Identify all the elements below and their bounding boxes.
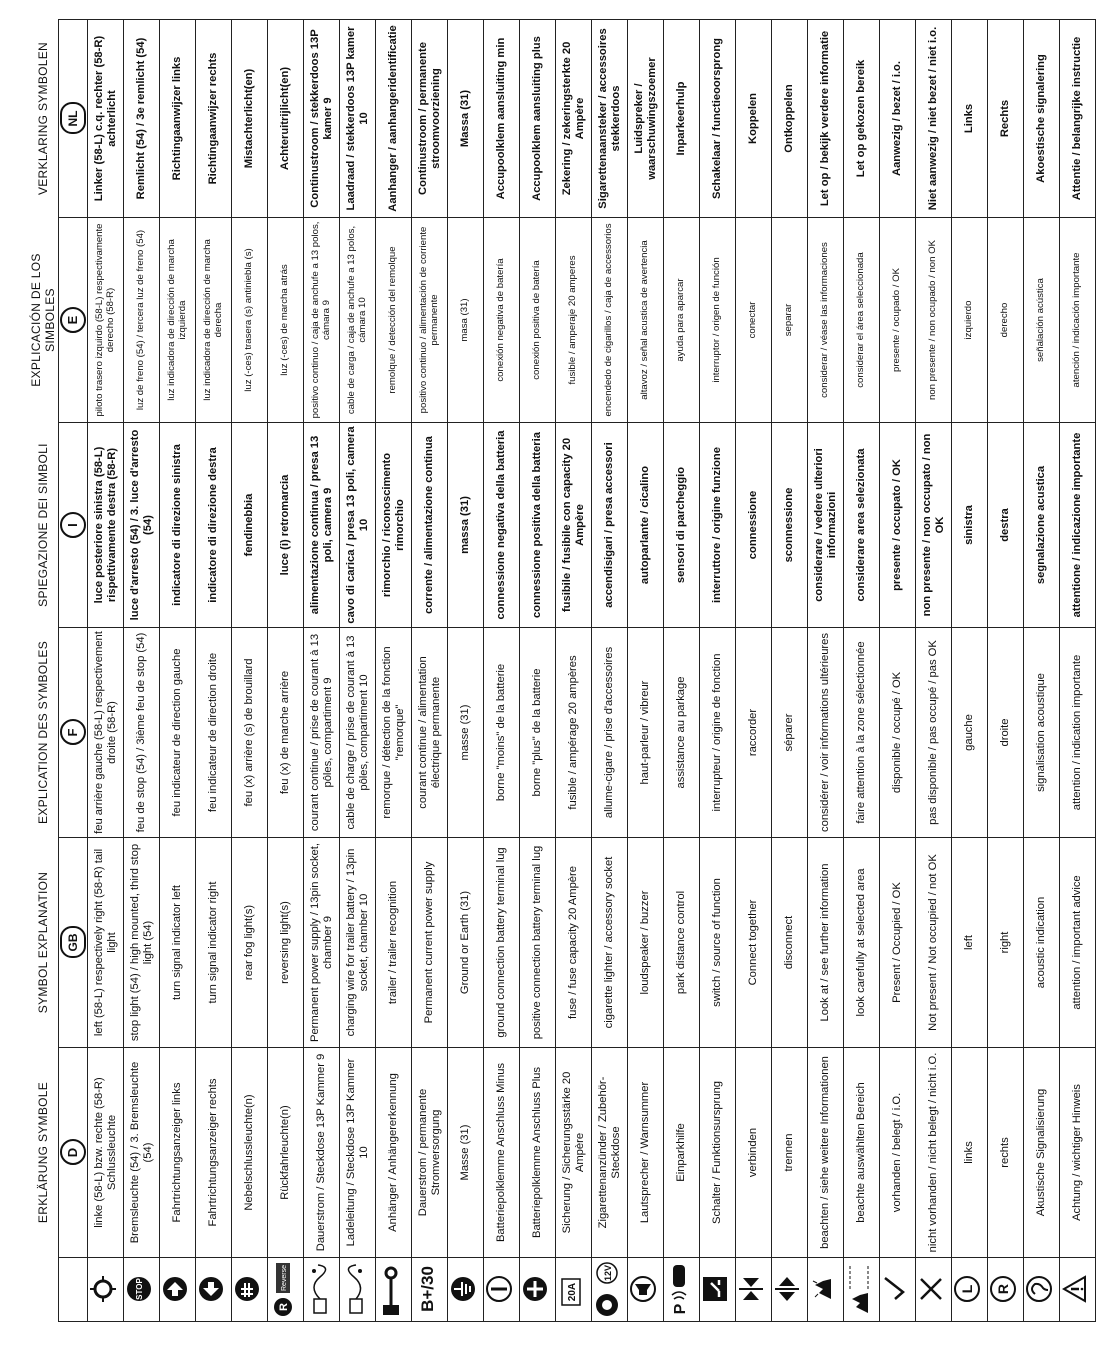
cell-nl: Linker (58-L) c.q. rechter (58-R) achterlicht xyxy=(88,20,124,218)
cell-f: courant continue / prise de courant à 13 pôles, compartiment 9 xyxy=(304,628,340,838)
table-row xyxy=(844,20,880,1322)
trailer-recognition-icon xyxy=(378,1262,409,1318)
cell-e: luz indicadora de dirección de marcha izquierda xyxy=(160,218,196,423)
cell-f: borne "plus" de la batterie xyxy=(520,628,556,838)
cell-gb: left (58-L) respectively right (58-R) tail light xyxy=(88,838,124,1048)
cell-gb: turn signal indicator left xyxy=(160,838,196,1048)
symbol-cell xyxy=(916,1258,952,1322)
cell-d: Zigarettenanzünder / Zubehör-Steckdose xyxy=(592,1048,628,1258)
symbol-cell xyxy=(844,1258,880,1322)
country-badge-gb: GB xyxy=(60,927,86,959)
cell-nl: Accupoolklem aansluiting plus xyxy=(520,20,556,218)
cell-f: borne "moins" de la batterie xyxy=(484,628,520,838)
table-row xyxy=(304,20,340,1322)
symbol-cell xyxy=(880,1258,916,1322)
left-icon xyxy=(953,1276,986,1304)
cell-d: Ladeleitung / Steckdose 13P Kammer 10 xyxy=(340,1048,376,1258)
cell-e: izquierdo xyxy=(952,218,988,423)
svg-text:R: R xyxy=(278,1303,290,1312)
cigarette-lighter-icon xyxy=(594,1262,625,1318)
cell-f: interrupteur / origine de fonction xyxy=(700,628,736,838)
cell-f: allume-cigare / prise d'accessoires xyxy=(592,628,628,838)
symbol-cell xyxy=(124,1258,160,1322)
cell-gb: stop light (54) / high mounted, third stop light (54) xyxy=(124,838,160,1048)
cell-i: sensori di parcheggio xyxy=(664,423,700,628)
charging-wire-socket-icon xyxy=(342,1262,373,1318)
cell-nl: Continustroom / stekkerdoos 13P kamer 9 xyxy=(304,20,340,218)
cell-e: non presente / non ocupado / non OK xyxy=(916,218,952,423)
cell-f: raccorder xyxy=(736,628,772,838)
country-badge-f: F xyxy=(60,720,86,746)
cell-nl: Niet aanwezig / niet bezet / niet i.o. xyxy=(916,20,952,218)
cell-gb: right xyxy=(988,838,1024,1048)
cell-gb: left xyxy=(952,838,988,1048)
cell-d: Anhänger / Anhängererkennung xyxy=(376,1048,412,1258)
cell-d: Achtung / wichtiger Hinweis xyxy=(1060,1048,1096,1258)
badge-cell-gb xyxy=(59,838,88,1048)
legend-body xyxy=(88,20,1096,1322)
header-d: ERKLÄRUNG SYMBOLE xyxy=(36,1081,50,1224)
cell-nl: Sigarettenaansteker / accessoires stekkerdoos xyxy=(592,20,628,218)
cell-e: piloto trasero izquirdo (58-L) respectivamente derecho (58-R) xyxy=(88,218,124,423)
cell-nl: Let op gekozen bereik xyxy=(844,20,880,218)
cell-e: considerar / véase las informaciones xyxy=(808,218,844,423)
symbol-cell xyxy=(808,1258,844,1322)
cell-f: assistance au parkage xyxy=(664,628,700,838)
cell-i: interruttore / origine funzione xyxy=(700,423,736,628)
symbol-cell xyxy=(304,1258,340,1322)
svg-text:P: P xyxy=(672,1304,689,1315)
header-symbol xyxy=(28,1258,59,1322)
cell-i: massa (31) xyxy=(448,423,484,628)
symbol-cell xyxy=(556,1258,592,1322)
park-assist-icon xyxy=(666,1262,697,1318)
cell-gb: reversing light(s) xyxy=(268,838,304,1048)
cell-f: cable de charge / prise de courant à 13 pôles, compartiment 10 xyxy=(340,628,376,838)
cell-nl: Continustroom / permanente stroomvoorziening xyxy=(412,20,448,218)
table-row xyxy=(268,20,304,1322)
symbol-cell xyxy=(376,1258,412,1322)
connect-icon xyxy=(737,1276,770,1304)
cell-d: Batteriepolklemme Anschluss Plus xyxy=(520,1048,556,1258)
cell-gb: fuse / fuse capacity 20 Ampère xyxy=(556,838,592,1048)
symbol-cell xyxy=(412,1258,448,1322)
symbol-cell xyxy=(340,1258,376,1322)
symbol-cell xyxy=(952,1258,988,1322)
symbol-cell xyxy=(88,1258,124,1322)
cell-nl: Luidspreker / waarschuwingszoemer xyxy=(628,20,664,218)
header-gb: SYMBOL EXPLANATION xyxy=(36,871,50,1014)
table-row xyxy=(160,20,196,1322)
symbol-cell xyxy=(268,1258,304,1322)
cell-gb: look carefully at selected area xyxy=(844,838,880,1048)
cell-e: encendedo de cigarillos / caja de accessorios xyxy=(592,218,628,423)
cell-e: derecho xyxy=(988,218,1024,423)
symbol-legend-table xyxy=(28,19,1096,1322)
cell-i: connessione positiva della batteria xyxy=(520,423,556,628)
svg-text:B+/30: B+/30 xyxy=(418,1266,437,1313)
cell-i: luce (i) retromarcia xyxy=(268,423,304,628)
cell-nl: Zekering / zekeringsterkte 20 Ampère xyxy=(556,20,592,218)
cell-nl: Massa (31) xyxy=(448,20,484,218)
cell-e: cable de carga / caja de anchufe a 13 polos, cámara 10 xyxy=(340,218,376,423)
table-row xyxy=(376,20,412,1322)
check-icon xyxy=(881,1276,914,1304)
cross-icon xyxy=(917,1276,950,1304)
cell-nl: Remlicht (54) / 3e remlicht (54) xyxy=(124,20,160,218)
cell-gb: positive connection battery terminal lug xyxy=(520,838,556,1048)
cell-gb: Ground or Earth (31) xyxy=(448,838,484,1048)
table-row xyxy=(880,20,916,1322)
symbol-cell xyxy=(772,1258,808,1322)
symbol-cell xyxy=(160,1258,196,1322)
badge-cell-f xyxy=(59,628,88,838)
cell-f: disponible / occupé / OK xyxy=(880,628,916,838)
table-row xyxy=(988,20,1024,1322)
cell-e: atención / indicación importante xyxy=(1060,218,1096,423)
cell-nl: Inparkeerhulp xyxy=(664,20,700,218)
cell-gb: Look at / see further information xyxy=(808,838,844,1048)
table-row xyxy=(412,20,448,1322)
cell-f: droite xyxy=(988,628,1024,838)
cell-nl: Ontkoppelen xyxy=(772,20,808,218)
table-row xyxy=(628,20,664,1322)
header-f: EXPLICATION DES SYMBOLES xyxy=(36,640,50,825)
cell-i: connessione negativa della batteria xyxy=(484,423,520,628)
cell-d: Akustische Signalisierung xyxy=(1024,1048,1060,1258)
cell-gb: disconnect xyxy=(772,838,808,1048)
cell-d: Bremsleuchte (54) / 3. Bremsleuchte (54) xyxy=(124,1048,160,1258)
cell-d: Masse (31) xyxy=(448,1048,484,1258)
cell-i: destra xyxy=(988,423,1024,628)
cell-i: considerare area selezionata xyxy=(844,423,880,628)
fuse-icon xyxy=(558,1262,589,1318)
cell-nl: Rechts xyxy=(988,20,1024,218)
cell-e: considerar el área seleccionada xyxy=(844,218,880,423)
table-row xyxy=(1024,20,1060,1322)
cell-f: remorque / détection de la fonction "remorque" xyxy=(376,628,412,838)
cell-e: luz (-ces) trasera (s) antiniebla (s) xyxy=(232,218,268,423)
table-row xyxy=(664,20,700,1322)
cell-nl: Attentie / belangrijke instructie xyxy=(1060,20,1096,218)
cell-i: considerare / vedere ulteriori informazioni xyxy=(808,423,844,628)
cell-f: feu arrière gauche (58-L) respectivement droite (58-R) xyxy=(88,628,124,838)
symbol-cell xyxy=(1060,1258,1096,1322)
cell-f: feu de stop (54) / 3ième feu de stop (54) xyxy=(124,628,160,838)
symbol-cell xyxy=(700,1258,736,1322)
cell-i: indicatore di direzione sinistra xyxy=(160,423,196,628)
cell-gb: Present / Occupied / OK xyxy=(880,838,916,1048)
cell-gb: loudspeaker / buzzer xyxy=(628,838,664,1048)
cell-gb: park distance control xyxy=(664,838,700,1048)
ground-icon xyxy=(449,1276,482,1304)
cell-f: gauche xyxy=(952,628,988,838)
cell-d: Lautsprecher / Warnsummer xyxy=(628,1048,664,1258)
cell-e: señalación acústica xyxy=(1024,218,1060,423)
cell-e: luz de freno (54) / tercera luz de freno (54) xyxy=(124,218,160,423)
cell-d: rechts xyxy=(988,1048,1024,1258)
symbol-cell xyxy=(1024,1258,1060,1322)
cell-e: positivo continuo / alimentación de corriente permanente xyxy=(412,218,448,423)
tail-light-icon xyxy=(89,1276,122,1304)
symbol-cell xyxy=(484,1258,520,1322)
table-row xyxy=(952,20,988,1322)
table-row xyxy=(232,20,268,1322)
symbol-cell xyxy=(736,1258,772,1322)
cell-gb: charging wire for trailer battery / 13pin socket, chamber 10 xyxy=(340,838,376,1048)
cell-i: sinistra xyxy=(952,423,988,628)
disconnect-icon xyxy=(773,1276,806,1304)
cell-gb: Permanent current power supply xyxy=(412,838,448,1048)
reversing-light-icon xyxy=(270,1262,301,1318)
cell-d: Dauerstrom / permanente Stromversorgung xyxy=(412,1048,448,1258)
cell-e: conexión positiva de batería xyxy=(520,218,556,423)
switch-icon xyxy=(701,1276,734,1304)
cell-nl: Mistachterlicht(en) xyxy=(232,20,268,218)
stop-light-icon xyxy=(125,1276,158,1304)
cell-e: conexión negativa de batería xyxy=(484,218,520,423)
cell-i: fendinebbia xyxy=(232,423,268,628)
svg-text:STOP: STOP xyxy=(135,1278,144,1301)
cell-f: feu (x) arrière (s) de brouillard xyxy=(232,628,268,838)
cell-d: trennen xyxy=(772,1048,808,1258)
svg-text:12V: 12V xyxy=(603,1265,613,1282)
cell-d: Rückfahrleuchte(n) xyxy=(268,1048,304,1258)
cell-d: Fahrtrichtungsanzeiger links xyxy=(160,1048,196,1258)
table-row xyxy=(484,20,520,1322)
cell-e: interruptor / origen de función xyxy=(700,218,736,423)
cell-e: presente / ocupado / OK xyxy=(880,218,916,423)
cell-gb: rear fog light(s) xyxy=(232,838,268,1048)
badge-cell-e xyxy=(59,218,88,423)
symbol-cell xyxy=(520,1258,556,1322)
symbol-cell xyxy=(628,1258,664,1322)
table-row xyxy=(340,20,376,1322)
header-i: SPIEGAZIONE DEI SIMBOLI xyxy=(36,443,50,607)
cell-d: nicht vorhanden / nicht belegt / nicht i.O. xyxy=(916,1048,952,1258)
badge-cell-d xyxy=(59,1048,88,1258)
country-badge-i: I xyxy=(60,512,86,538)
table-row xyxy=(1060,20,1096,1322)
turn-left-icon xyxy=(161,1276,194,1304)
cell-nl: Let op / bekijk verdere informatie xyxy=(808,20,844,218)
cell-e: masa (31) xyxy=(448,218,484,423)
cell-d: links xyxy=(952,1048,988,1258)
cell-f: attention / indication importante xyxy=(1060,628,1096,838)
cell-nl: Aanhanger / aanhangeridentificatie xyxy=(376,20,412,218)
cell-gb: acoustic indication xyxy=(1024,838,1060,1048)
svg-text:L: L xyxy=(959,1285,975,1294)
cell-e: luz indicadora de dirección de marcha derecha xyxy=(196,218,232,423)
cell-e: conectar xyxy=(736,218,772,423)
cell-i: corrente / alimentazione continua xyxy=(412,423,448,628)
cell-d: Fahrtrichtungsanzeiger rechts xyxy=(196,1048,232,1258)
cell-e: ayuda para aparcar xyxy=(664,218,700,423)
cell-gb: Permanent power supply / 13pin socket, chamber 9 xyxy=(304,838,340,1048)
table-row xyxy=(916,20,952,1322)
svg-text:Reverse: Reverse xyxy=(281,1265,288,1292)
svg-text:20A: 20A xyxy=(567,1283,578,1302)
cell-f: haut-parleur / vibreur xyxy=(628,628,664,838)
cell-e: separar xyxy=(772,218,808,423)
cell-f: pas disponible / pas occupé / pas OK xyxy=(916,628,952,838)
cell-i: connessione xyxy=(736,423,772,628)
cell-nl: Laadraad / stekkerdoos 13P kamer 10 xyxy=(340,20,376,218)
badge-cell-i xyxy=(59,423,88,628)
cell-i: autoparlante / cicalino xyxy=(628,423,664,628)
minus-terminal-icon xyxy=(485,1276,518,1304)
table-row xyxy=(556,20,592,1322)
cell-e: remolque / detección del remolque xyxy=(376,218,412,423)
cell-i: non presente / non occupato / non OK xyxy=(916,423,952,628)
rear-fog-light-icon xyxy=(233,1276,266,1304)
symbol-cell xyxy=(232,1258,268,1322)
right-icon xyxy=(989,1276,1022,1304)
cell-e: positivo continuo / caja de anchufe a 13 polos, cámara 9 xyxy=(304,218,340,423)
cell-nl: Akoestische signalering xyxy=(1024,20,1060,218)
cell-f: faire attention à la zone sélectionnée xyxy=(844,628,880,838)
cell-f: feu indicateur de direction droite xyxy=(196,628,232,838)
cell-i: presente / occupato / OK xyxy=(880,423,916,628)
cell-e: fusible / amperaje 20 amperes xyxy=(556,218,592,423)
cell-i: fusibile / fusibile con capacity 20 Ampère xyxy=(556,423,592,628)
table-row xyxy=(592,20,628,1322)
cell-gb: attention / important advice xyxy=(1060,838,1096,1048)
cell-i: indicatore di direzione destra xyxy=(196,423,232,628)
country-badge-e: E xyxy=(60,307,86,333)
cell-gb: trailer / trailer recognition xyxy=(376,838,412,1048)
cell-f: courant continue / alimentation électrique permanente xyxy=(412,628,448,838)
cell-d: Nebelschlussleuchte(n) xyxy=(232,1048,268,1258)
table-row xyxy=(772,20,808,1322)
symbol-cell xyxy=(592,1258,628,1322)
cell-nl: Accupoolklem aansluiting min xyxy=(484,20,520,218)
cell-d: linke (58-L) bzw. rechte (58-R) Schlussleuchte xyxy=(88,1048,124,1258)
cell-d: Dauerstrom / Steckdose 13P Kammer 9 xyxy=(304,1048,340,1258)
cell-d: vorhanden / belegt / i.O. xyxy=(880,1048,916,1258)
cell-nl: Links xyxy=(952,20,988,218)
cell-d: Schalter / Funktionsursprung xyxy=(700,1048,736,1258)
cell-e: luz (-ces) de marcha atrás xyxy=(268,218,304,423)
table-row xyxy=(124,20,160,1322)
symbol-cell xyxy=(448,1258,484,1322)
cell-gb: ground connection battery terminal lug xyxy=(484,838,520,1048)
cell-f: feu (x) de marche arrière xyxy=(268,628,304,838)
header-nl: VERKLARING SYMBOLEN xyxy=(36,41,50,196)
cell-i: sconnessione xyxy=(772,423,808,628)
cell-i: accendisigari / presa accessori xyxy=(592,423,628,628)
symbol-cell xyxy=(664,1258,700,1322)
cell-f: masse (31) xyxy=(448,628,484,838)
cell-nl: Schakelaar / functieoorsprong xyxy=(700,20,736,218)
cell-gb: switch / source of function xyxy=(700,838,736,1048)
cell-i: luce d'arresto (54) / 3. luce d'arresto (54) xyxy=(124,423,160,628)
cell-d: Einparkhilfe xyxy=(664,1048,700,1258)
cell-gb: cigarette lighter / accessory socket xyxy=(592,838,628,1048)
cell-f: séparer xyxy=(772,628,808,838)
plus-terminal-icon xyxy=(521,1276,554,1304)
badge-cell-nl xyxy=(59,20,88,218)
table-row xyxy=(736,20,772,1322)
look-hand-icon xyxy=(809,1276,842,1304)
country-badge-d: D xyxy=(60,1140,86,1166)
cell-d: beachten / siehe weitere Informationen xyxy=(808,1048,844,1258)
cell-f: considérer / voir informations ultérieures xyxy=(808,628,844,838)
cell-d: Batteriepolklemme Anschluss Minus xyxy=(484,1048,520,1258)
cell-gb: turn signal indicator right xyxy=(196,838,232,1048)
table-row xyxy=(196,20,232,1322)
cell-nl: Richtingaanwijzer rechts xyxy=(196,20,232,218)
symbol-cell xyxy=(196,1258,232,1322)
country-badge-nl: NL xyxy=(60,103,86,135)
badge-empty xyxy=(59,1258,88,1322)
cell-gb: Not present / Not occupied / not OK xyxy=(916,838,952,1048)
cell-e: altavoz / señal acustica de avertencia xyxy=(628,218,664,423)
table-row xyxy=(520,20,556,1322)
cell-i: attentione / indicazione importante xyxy=(1060,423,1096,628)
cell-nl: Aanwezig / bezet / i.o. xyxy=(880,20,916,218)
cell-f: signalisation acoustique xyxy=(1024,628,1060,838)
symbol-cell xyxy=(988,1258,1024,1322)
acoustic-icon xyxy=(1025,1276,1058,1304)
cell-f: feu indicateur de direction gauche xyxy=(160,628,196,838)
permanent-power-socket-icon xyxy=(306,1262,337,1318)
table-row xyxy=(808,20,844,1322)
cell-nl: Koppelen xyxy=(736,20,772,218)
table-row xyxy=(700,20,736,1322)
cell-d: verbinden xyxy=(736,1048,772,1258)
table-row xyxy=(88,20,124,1322)
cell-nl: Richtingaanwijzer links xyxy=(160,20,196,218)
svg-text:R: R xyxy=(995,1284,1011,1295)
cell-i: rimorchio / riconoscimento rimorchio xyxy=(376,423,412,628)
cell-gb: Connect together xyxy=(736,838,772,1048)
turn-right-icon xyxy=(197,1276,230,1304)
cell-d: Sicherung / Sicherungsstärke 20 Ampère xyxy=(556,1048,592,1258)
cell-i: luce posteriore sinistra (58-L) rispettivamente destra (58-R) xyxy=(88,423,124,628)
cell-i: alimentazione continua / presa 13 poli, camera 9 xyxy=(304,423,340,628)
cell-d: beachte auswählten Bereich xyxy=(844,1048,880,1258)
header-e: EXPLICACIÓN DE LOS SIMBOLES xyxy=(29,253,57,387)
b30-label xyxy=(414,1262,445,1318)
cell-f: fusible / ampérage 20 ampères xyxy=(556,628,592,838)
loudspeaker-icon xyxy=(629,1276,662,1304)
cell-nl: Achteruitrijlicht(en) xyxy=(268,20,304,218)
cell-i: segnalazione acustica xyxy=(1024,423,1060,628)
selected-area-icon xyxy=(846,1262,877,1318)
warning-icon xyxy=(1061,1276,1094,1304)
table-row xyxy=(448,20,484,1322)
cell-i: cavo di carica / presa 13 poli, camera 10 xyxy=(340,423,376,628)
